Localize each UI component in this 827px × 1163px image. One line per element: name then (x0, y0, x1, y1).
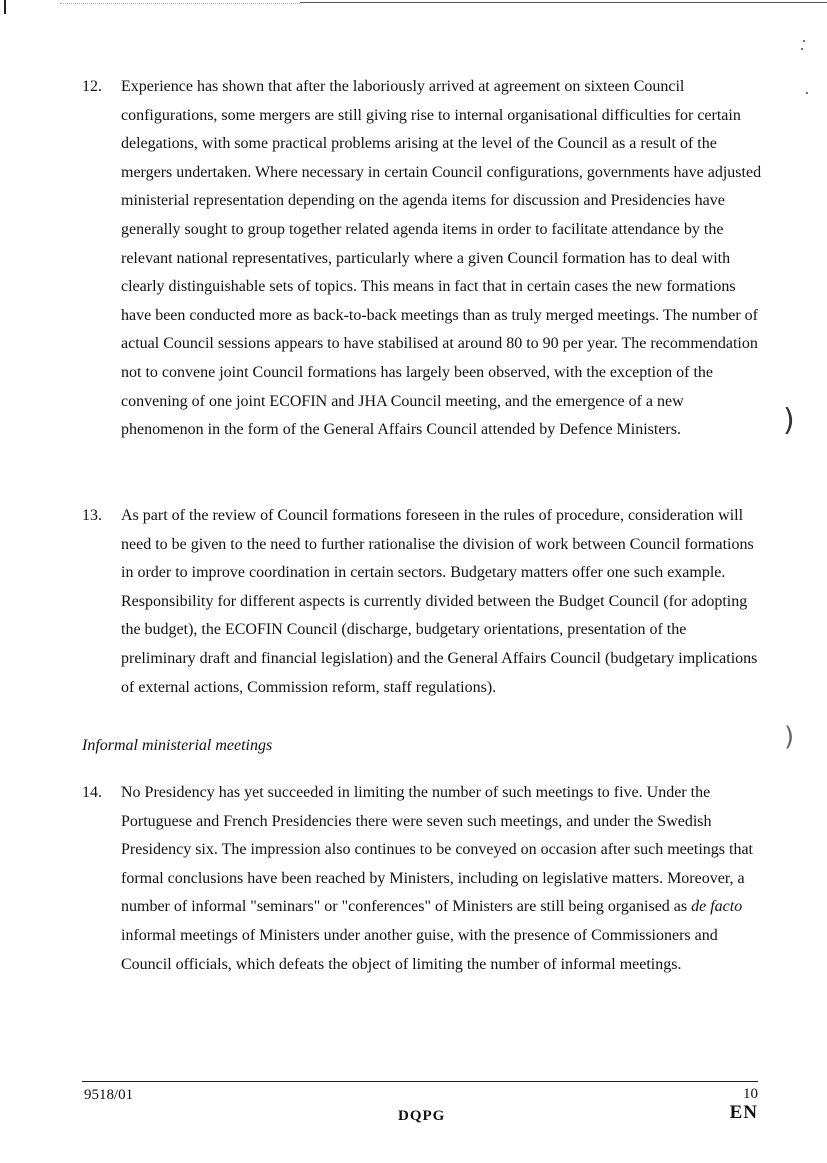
paragraph-text-part: informal meetings of Ministers under another guise, with the presence of Commissioners and Council officials, which defeats the object of limiting the number of informal meetings. (121, 926, 718, 973)
paragraph-text (121, 779, 762, 979)
paragraph-12 (82, 73, 762, 445)
scan-bracket-mark: ) (783, 403, 795, 438)
italic-term: de facto (691, 898, 743, 916)
top-border-line (300, 2, 827, 3)
paragraph-text: As part of the review of Council formations foreseen in the rules of procedure, consideration will need to be given to the need to further rationalise the division of work between Council formations in order to improve coordination in certain sectors. Budgetary matters offer one such example. Responsibility for different aspects is currently divided between the Budget Council (for adopting the budget), the ECOFIN Council (discharge, budgetary orientations, presentation of the preliminary draft and financial legislation) and the General Affairs Council (budgetary implications of external actions, Commission reform, staff regulations). (121, 507, 758, 696)
paragraph-text-part: No Presidency has yet succeeded in limiting the number of such meetings to five. Under the Portuguese and French Presidencies there were seven such meetings, and under the Swedish Presidency six. The impression also continues to be conveyed on occasion after such meetings that formal conclusions have been reached by Ministers, including on legislative matters. Moreover, a number of informal "seminars" or "conferences" of Ministers are still being organised as (121, 784, 753, 916)
paragraph-number: 12. (82, 78, 102, 95)
scan-bracket-mark: ) (784, 722, 795, 752)
department-code: DQPG (398, 1108, 446, 1124)
scan-speck (803, 40, 805, 42)
scan-speck (806, 92, 808, 94)
scan-edge-line (60, 3, 300, 4)
section-heading: Informal ministerial meetings (82, 737, 273, 754)
paragraph-number: 14. (82, 784, 102, 801)
paragraph-13 (82, 502, 762, 702)
document-reference: 9518/01 (84, 1087, 134, 1103)
paragraph-number: 13. (82, 507, 102, 524)
scan-margin-mark (4, 0, 6, 14)
paragraph-14 (82, 779, 762, 979)
paragraph-text: Experience has shown that after the laboriously arrived at agreement on sixteen Council configurations, some mergers are still giving rise to internal organisational difficulties for certain delegations, with some practical problems arising at the level of the Council as a result of the mergers undertaken. Where necessary in certain Council configurations, governments have adjusted ministerial representation depending on the agenda items for discussion and Presidencies have generally sought to group together related agenda items in order to facilitate attendance by the relevant national representatives, particularly where a given Council formation has to deal with clearly distinguishable sets of topics. This means in fact that in certain cases the new formations have been conducted more as back-to-back meetings than as truly merged meetings. The number of actual Council sessions appears to have stabilised at around 80 to 90 per year. The recommendation not to convene joint Council formations has largely been observed, with the exception of the convening of one joint ECOFIN and JHA Council meeting, and the emergence of a new phenomenon in the form of the General Affairs Council attended by Defence Ministers. (121, 78, 762, 439)
scan-speck (801, 48, 803, 50)
language-code: EN (729, 1102, 758, 1123)
footer-divider (82, 1081, 758, 1082)
page-number: 10 (743, 1086, 758, 1102)
